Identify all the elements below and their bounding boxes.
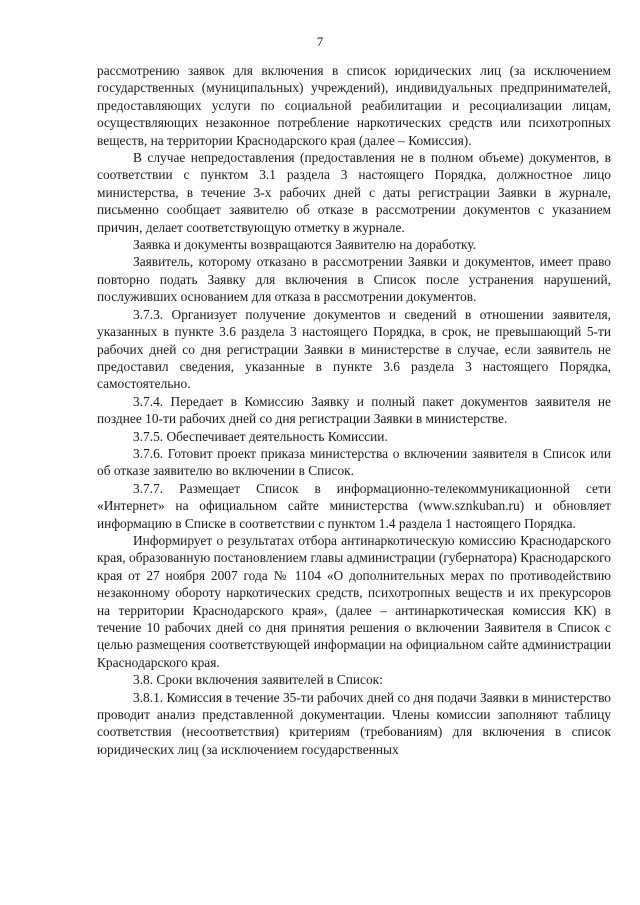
paragraph-return-for-revision: Заявка и документы возвращаются Заявителю на доработку. (133, 237, 477, 253)
paragraph-3-8: 3.8. Сроки включения заявителей в Список: (133, 672, 383, 688)
paragraph-3-7-3: 3.7.3. Организует получение документов и сведений в отношении заявителя, указанных в пункте 3.6 раздела 3 настоящего Порядка, в срок, не превышающий 5-ти рабочих дней со дня регистрации Заявки в министерстве в случае, если заявитель не предоставил сведения, указанные в пункте 3.6 раздела 3 настоящего Порядка, самостоятельно. (97, 306, 611, 392)
paragraph-3-7-6: 3.7.6. Готовит проект приказа министерства о включении заявителя в Список или об отказе заявителю во включении в Список. (97, 445, 611, 479)
paragraph-3-7-5: 3.7.5. Обеспечивает деятельность Комиссии. (133, 428, 388, 444)
paragraph-commission-definition: рассмотрению заявок для включения в список юридических лиц (за исключением государственных (муниципальных) учреждений), индивидуальных предпринимателей, предоставляющих услуги по социальной реабилитации и ресоциализации лицам, осуществляющих незаконное потребление наркотических средств или психотропных веществ, на территории Краснодарского края (далее – Комиссия). (97, 63, 611, 148)
body-text (97, 62, 611, 758)
paragraph-3-7-4: 3.7.4. Передает в Комиссию Заявку и полный пакет документов заявителя не позднее 10-ти рабочих дней со дня регистрации Заявки в министерстве. (97, 393, 611, 427)
page-number: 7 (316, 34, 324, 49)
paragraph-resubmission-right: Заявитель, которому отказано в рассмотрении Заявки и документов, имеет право повторно подать Заявку для включения в Список после устранения нарушений, послуживших основанием для отказа в рассмотрении документов. (97, 254, 611, 305)
paragraph-incomplete-documents: В случае непредоставления (предоставления не в полном объеме) документов, в соответствии с пунктом 3.1 раздела 3 настоящего Порядка, должностное лицо министерства, в течение 3-х рабочих дней с даты регистрации Заявки в журнале, письменно сообщает заявителю об отказе в рассмотрении документов с указанием причин, делает соответствующую отметку в журнале. (97, 150, 611, 235)
paragraph-antidrug-commission-notice: Информирует о результатах отбора антинаркотическую комиссию Краснодарского края, образованную постановлением главы администрации (губернатора) Краснодарского края от 27 ноября 2007 года № 1104 «О дополнительных мерах по противодействию незаконному обороту наркотических средств, психотропных веществ и их прекурсоров на территории Краснодарского края», (далее – антинаркотическая комиссия КК) в течение 10 рабочих дней со дня принятия решения о включении Заявителя в Список с целью размещения соответствующей информации на официальном сайте администрации Краснодарского края. (97, 532, 611, 670)
paragraph-3-7-7: 3.7.7. Размещает Список в информационно-телекоммуникационной сети «Интернет» на официальном сайте министерства (www.sznkuban.ru) и обновляет информацию в Списке в соответствии с пунктом 1.4 раздела 1 настоящего Порядка. (97, 480, 611, 531)
paragraph-3-8-1: 3.8.1. Комиссия в течение 35-ти рабочих дней со дня подачи Заявки в министерство проводит анализ представленной документации. Члены комиссии заполняют таблицу соответствия (несоответствия) критериям (требованиям) для включения в список юридических лиц (за исключением государственных (97, 689, 611, 757)
